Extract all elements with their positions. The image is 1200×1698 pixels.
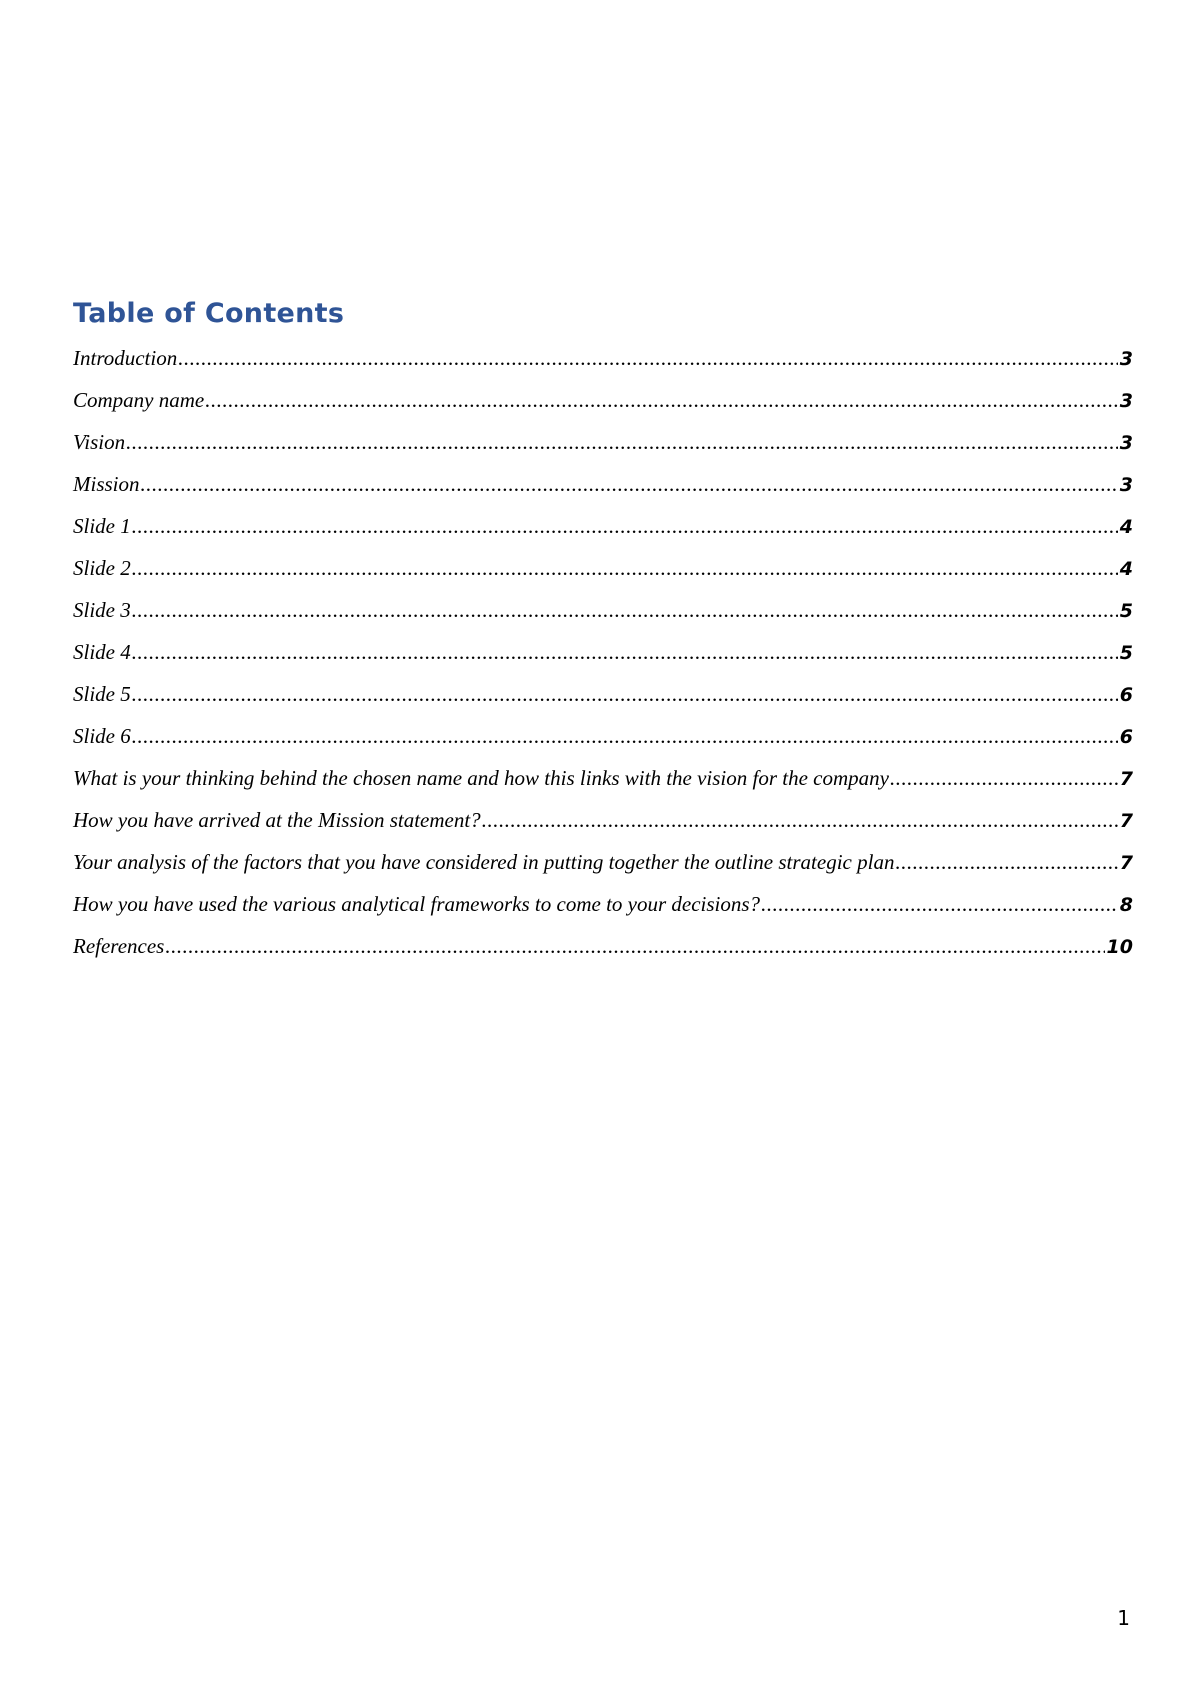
toc-entry-chosen-name-thinking[interactable]: [73, 766, 1133, 808]
toc-entry-page: 10: [1106, 936, 1133, 958]
toc-entry-label: Slide 5: [73, 682, 131, 706]
toc-entry-label: Vision: [73, 430, 126, 454]
toc-entry-page: 4: [1119, 516, 1133, 538]
toc-entry-page: 3: [1119, 474, 1133, 496]
toc-entry-label: Your analysis of the factors that you have considered in putting together the outline strategic plan: [73, 850, 895, 874]
toc-entry-slide-2[interactable]: [73, 556, 1133, 598]
toc-list: [73, 346, 1133, 976]
toc-dot-leader: [132, 640, 1118, 665]
footer-page-number: 1: [1117, 1606, 1130, 1630]
toc-entry-page: 7: [1119, 852, 1133, 874]
toc-dot-leader: [132, 514, 1118, 539]
toc-entry-slide-5[interactable]: [73, 682, 1133, 724]
toc-dot-leader: [126, 430, 1118, 455]
toc-entry-vision[interactable]: [73, 430, 1133, 472]
toc-entry-label: Slide 2: [73, 556, 131, 580]
toc-dot-leader: [178, 346, 1118, 371]
toc-dot-leader: [761, 892, 1118, 917]
toc-dot-leader: [132, 598, 1118, 623]
toc-dot-leader: [132, 682, 1118, 707]
toc-entry-page: 8: [1119, 894, 1133, 916]
toc-dot-leader: [205, 388, 1118, 413]
toc-entry-page: 5: [1119, 642, 1133, 664]
toc-dot-leader: [482, 808, 1118, 833]
toc-entry-label: What is your thinking behind the chosen name and how this links with the vision for the company: [73, 766, 889, 790]
toc-entry-company-name[interactable]: [73, 388, 1133, 430]
toc-title: Table of Contents: [73, 298, 345, 329]
toc-dot-leader: [141, 472, 1118, 497]
toc-entry-page: 3: [1119, 432, 1133, 454]
toc-entry-label: How you have arrived at the Mission statement?: [73, 808, 481, 832]
toc-entry-analytical-frameworks[interactable]: [73, 892, 1133, 934]
toc-entry-label: How you have used the various analytical frameworks to come to your decisions?: [73, 892, 761, 916]
toc-entry-label: Slide 3: [73, 598, 131, 622]
toc-entry-page: 7: [1119, 768, 1133, 790]
toc-entry-references[interactable]: [73, 934, 1133, 976]
toc-dot-leader: [132, 724, 1118, 749]
toc-entry-label: References: [73, 934, 165, 958]
toc-entry-page: 3: [1119, 348, 1133, 370]
toc-entry-introduction[interactable]: [73, 346, 1133, 388]
toc-entry-mission[interactable]: [73, 472, 1133, 514]
toc-entry-label: Slide 1: [73, 514, 131, 538]
toc-entry-page: 6: [1119, 726, 1133, 748]
toc-entry-label: Mission: [73, 472, 140, 496]
toc-entry-label: Slide 4: [73, 640, 131, 664]
toc-dot-leader: [890, 766, 1118, 791]
toc-entry-page: 6: [1119, 684, 1133, 706]
toc-entry-page: 4: [1119, 558, 1133, 580]
toc-entry-page: 5: [1119, 600, 1133, 622]
table-of-contents: [73, 296, 1133, 976]
toc-entry-label: Slide 6: [73, 724, 131, 748]
toc-entry-label: Introduction: [73, 346, 178, 370]
toc-entry-page: 7: [1119, 810, 1133, 832]
toc-dot-leader: [132, 556, 1118, 581]
toc-entry-mission-statement[interactable]: [73, 808, 1133, 850]
toc-dot-leader: [165, 934, 1104, 959]
toc-entry-slide-6[interactable]: [73, 724, 1133, 766]
toc-entry-factors-analysis[interactable]: [73, 850, 1133, 892]
toc-dot-leader: [895, 850, 1117, 875]
toc-entry-page: 3: [1119, 390, 1133, 412]
toc-entry-slide-3[interactable]: [73, 598, 1133, 640]
toc-entry-slide-4[interactable]: [73, 640, 1133, 682]
toc-entry-slide-1[interactable]: [73, 514, 1133, 556]
toc-entry-label: Company name: [73, 388, 205, 412]
